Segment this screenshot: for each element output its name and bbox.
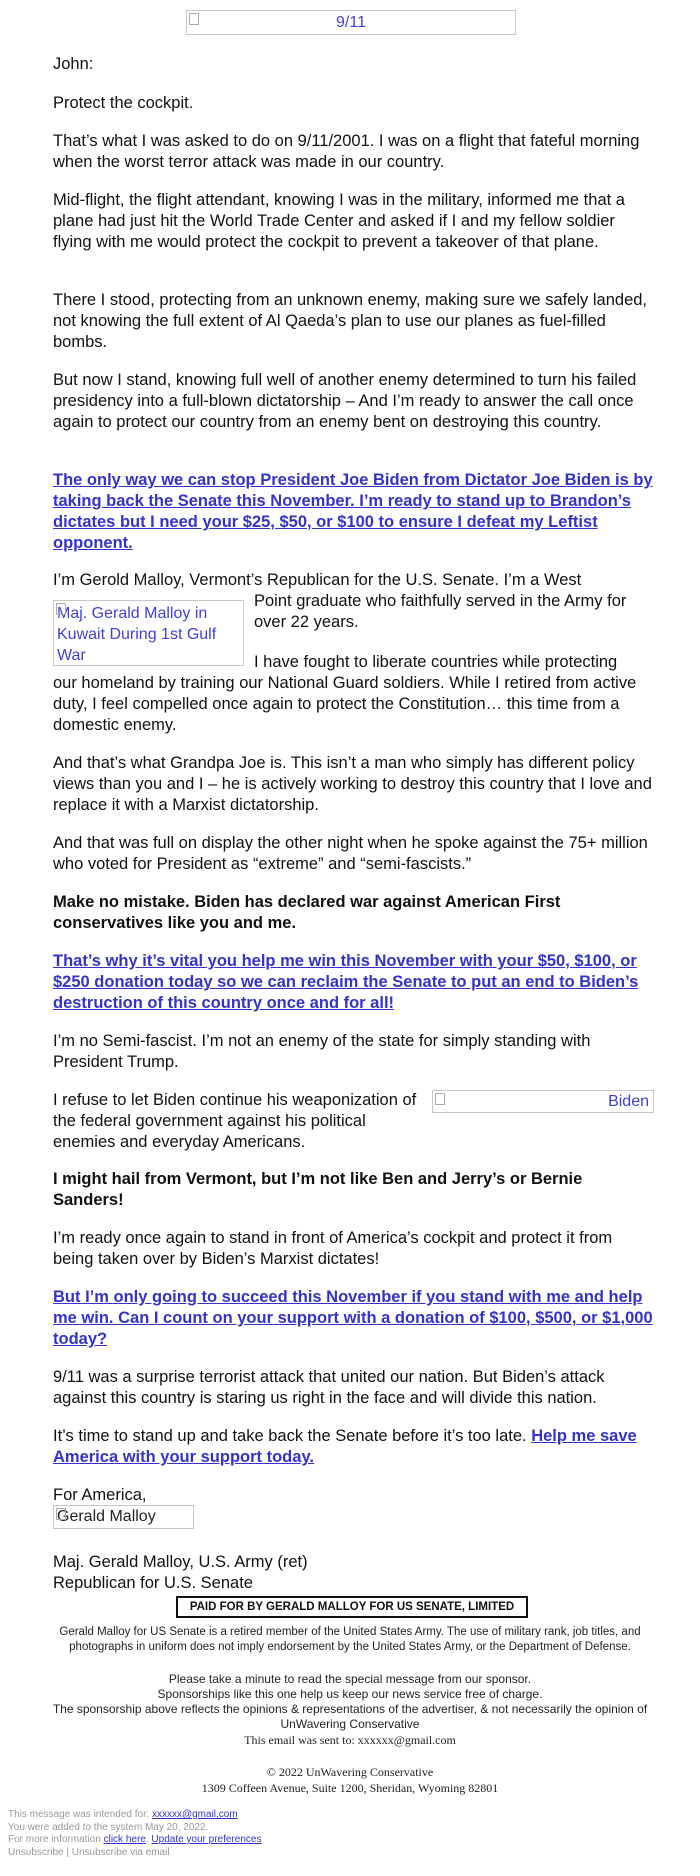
added-line: You were added to the system May 20, 2022. (8, 1821, 209, 1833)
paragraph: I have fought to liberate countries while protecting (254, 653, 618, 671)
sponsor-message (0, 1672, 700, 1732)
donate-link-paragraph (53, 1287, 653, 1350)
update-preferences-link[interactable]: Update your preferences (151, 1834, 262, 1845)
header-image (186, 10, 516, 35)
more-info-label: For more information (8, 1834, 101, 1845)
sponsor-line: Please take a minute to read the special message from our sponsor. (168, 1672, 532, 1686)
broken-image-icon (56, 1508, 66, 1520)
sponsor-line: Sponsorships like this one help us keep our news service free of charge. (157, 1687, 543, 1701)
paid-for-box: PAID FOR BY GERALD MALLOY FOR US SENATE, LIMITED (176, 1596, 528, 1618)
bold-callout: I might hail from Vermont, but I’m not like Ben and Jerry’s or Bernie Sanders! (53, 1170, 583, 1209)
paragraph: I’m ready once again to stand in front of America’s cockpit and protect it from being taken over by Biden’s Marxist dictates! (53, 1229, 613, 1268)
intended-line (8, 1809, 261, 1822)
closing-text: It’s time to stand up and take back the Senate before it’s too late. (53, 1427, 527, 1445)
unsubscribe-line[interactable]: Unsubscribe | Unsubscribe via email (8, 1846, 170, 1858)
paragraph: Protect the cockpit. (53, 94, 194, 112)
copyright: © 2022 UnWavering Conservative (266, 1765, 434, 1779)
paragraph: That’s what I was asked to do on 9/11/2001. I was on a flight that fateful morning when the worst terror attack was made in our country. (53, 132, 640, 171)
recipient-meta (8, 1809, 261, 1859)
donate-link-2[interactable]: That’s why it’s vital you help me win this November with your $50, $100, or $250 donation today so we can reclaim the Senate to put an end to Biden’s destruction of this country once and for all! (53, 952, 639, 1012)
broken-image-icon (56, 603, 66, 615)
broken-image-icon (189, 13, 199, 25)
sent-to: This email was sent to: xxxxxx@gmail.com (244, 1733, 456, 1747)
recipient-email-link[interactable]: xxxxxx@gmail.com (151, 1809, 238, 1820)
bold-callout: Make no mistake. Biden has declared war against American First conservatives like you and me. (53, 893, 561, 932)
signature-name: Maj. Gerald Malloy, U.S. Army (ret) (53, 1553, 308, 1571)
header-image-alt: 9/11 (336, 14, 366, 31)
sponsor-line: The sponsorship above reflects the opinions & representations of the advertiser, & not necessarily the opinion of UnWavering Conservative (52, 1702, 648, 1731)
biden-photo (432, 1090, 654, 1113)
signoff: For America, (53, 1486, 147, 1504)
paragraph: our homeland by training our National Guard soldiers. While I retired from active duty, I feel compelled once again to protect the Constitution… this time from a domestic enemy. (53, 674, 637, 734)
disclaimer-text: Gerald Malloy for US Senate is a retired member of the United States Army. The use of military rank, job titles, and photographs in uniform does not imply endorsement by the United States Army, or the Department of Defense. (59, 1626, 641, 1653)
paragraph: And that’s what Grandpa Joe is. This isn’t a man who simply has different policy views than you and I – he is actively working to destroy this country that I love and replace it with a Marxist dictatorship. (53, 754, 652, 814)
donate-link-paragraph (53, 470, 653, 554)
donate-link-1[interactable]: The only way we can stop President Joe Biden from Dictator Joe Biden is by taking back the Senate this November. I’m ready to stand up to Brandon’s dictates but I need your $25, $50, or $100 to ensure I defeat my Leftist opponent. (53, 471, 653, 552)
signature-title: Republican for U.S. Senate (53, 1574, 253, 1592)
paragraph: I refuse to let Biden continue his weaponization of the federal government against his political enemies and everyday Americans. (53, 1091, 417, 1151)
greeting: John: (53, 55, 94, 73)
military-disclaimer (0, 1625, 700, 1655)
paragraph: And that was full on display the other night when he spoke against the 75+ million who voted for President as “extreme” and “semi-fascists.” (53, 834, 648, 873)
signature-alt: Gerald Malloy (57, 1508, 156, 1525)
paragraph: I’m Gerold Malloy, Vermont’s Republican for the U.S. Senate. I’m a West (53, 571, 582, 589)
signature-image (53, 1505, 194, 1529)
donate-link-4[interactable]: Help me save America with your support today. (53, 1427, 637, 1466)
kuwait-photo-alt: Maj. Gerald Malloy in Kuwait During 1st Gulf War (57, 605, 217, 664)
donate-link-paragraph (53, 951, 653, 1014)
closing-paragraph (53, 1426, 653, 1468)
paragraph: 9/11 was a surprise terrorist attack that united our nation. But Biden’s attack against this country is staring us right in the face and will divide this nation. (53, 1368, 605, 1407)
kuwait-photo (53, 600, 244, 666)
paragraph: But now I stand, knowing full well of another enemy determined to turn his failed presidency into a full-blown dictatorship – And I’m ready to answer the call once again to protect our country from an enemy bent on destroying this country. (53, 371, 637, 431)
paragraph: Mid-flight, the flight attendant, knowing I was in the military, informed me that a plane had just hit the World Trade Center and asked if I and my fellow soldier flying with me would protect the cockpit to prevent a takeover of that plane. (53, 191, 625, 251)
paragraph: I’m no Semi-fascist. I’m not an enemy of the state for simply standing with President Trump. (53, 1032, 591, 1071)
paragraph: There I stood, protecting from an unknown enemy, making sure we safely landed, not knowing the full extent of Al Qaeda’s plan to use our planes as fuel-filled bombs. (53, 291, 648, 351)
paragraph: Point graduate who faithfully served in the Army for over 22 years. (254, 592, 627, 631)
broken-image-icon (435, 1093, 445, 1105)
donate-link-3[interactable]: But I’m only going to succeed this November if you stand with me and help me win. Can I count on your support with a donation of $100, $500, or $1,000 today? (53, 1288, 653, 1348)
address: 1309 Coffeen Avenue, Suite 1200, Sheridan, Wyoming 82801 (201, 1781, 499, 1795)
more-info-line: For more information click here. Update your preferences (8, 1834, 262, 1845)
biden-photo-alt: Biden (608, 1093, 649, 1110)
click-here-link[interactable]: click here (103, 1834, 146, 1845)
intended-label: This message was intended for: (8, 1809, 150, 1820)
